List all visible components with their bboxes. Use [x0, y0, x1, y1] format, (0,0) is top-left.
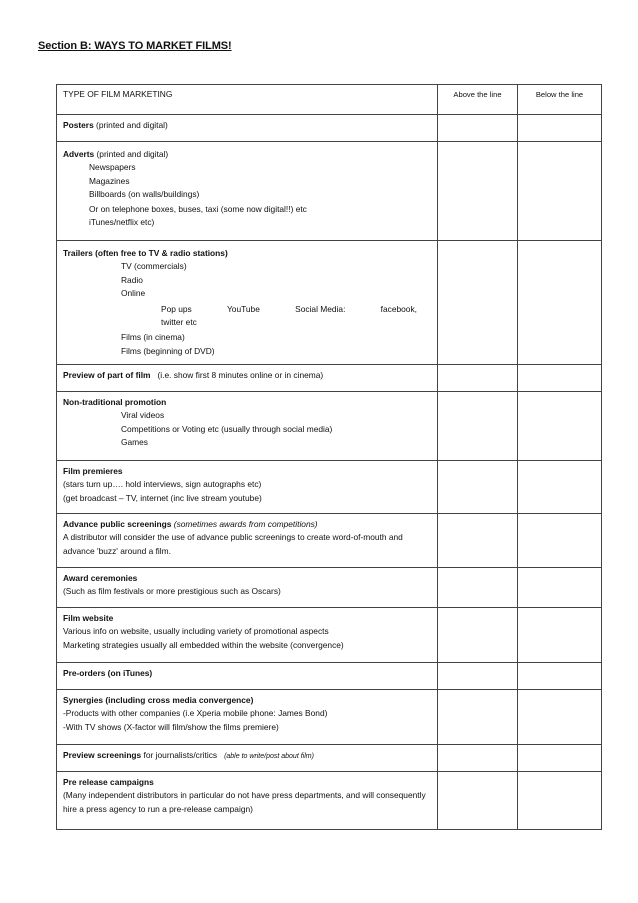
below-cell[interactable]: [518, 392, 602, 461]
list-item: Social Media:: [295, 303, 346, 314]
row-heading: Film premieres: [63, 466, 123, 476]
table-row: [57, 142, 602, 241]
above-cell[interactable]: [438, 514, 518, 568]
list-item: twitter etc: [161, 317, 197, 328]
above-cell[interactable]: [438, 772, 518, 830]
row-preview: [57, 365, 438, 392]
below-cell[interactable]: [518, 690, 602, 745]
row-heading: Preview screenings: [63, 750, 142, 760]
row-preorders: [57, 663, 438, 690]
list-item: iTunes/netflix etc): [89, 217, 155, 228]
row-preview-screenings: [57, 745, 438, 772]
row-adverts: [57, 142, 438, 241]
row-heading: Preview of part of film: [63, 370, 151, 380]
row-posters: [57, 115, 438, 142]
row-heading: Film website: [63, 613, 114, 623]
list-item: facebook,: [380, 303, 417, 314]
row-text: (stars turn up…. hold interviews, sign autographs etc): [63, 479, 262, 490]
below-cell[interactable]: [518, 241, 602, 365]
row-heading: Non-traditional promotion: [63, 397, 167, 407]
table-row: [57, 608, 602, 663]
row-nontraditional: [57, 392, 438, 461]
table-row: [57, 461, 602, 514]
row-synergies: [57, 690, 438, 745]
row-text: -With TV shows (X-factor will film/show the films premiere): [63, 721, 279, 732]
list-item: Films (in cinema): [121, 332, 185, 343]
above-cell[interactable]: [438, 115, 518, 142]
list-item: Radio: [121, 274, 143, 285]
table-row: [57, 241, 602, 365]
below-cell[interactable]: [518, 461, 602, 514]
list-item: Magazines: [89, 175, 130, 186]
row-heading: Advance public screenings: [63, 519, 172, 529]
row-prerelease: [57, 772, 438, 830]
below-cell[interactable]: [518, 365, 602, 392]
row-text: -Products with other companies (i.e Xperia mobile phone: James Bond): [63, 708, 328, 719]
row-heading: Posters: [63, 120, 94, 130]
table-row: [57, 392, 602, 461]
list-item: Or on telephone boxes, buses, taxi (some now digital!!) etc: [89, 203, 307, 214]
row-text: (Such as film festivals or more prestigious such as Oscars): [63, 586, 281, 597]
list-item: Billboards (on walls/buildings): [89, 189, 200, 200]
above-cell[interactable]: [438, 241, 518, 365]
list-item: TV (commercials): [121, 261, 187, 272]
row-heading: Pre-orders (on iTunes): [63, 668, 153, 678]
above-cell[interactable]: [438, 608, 518, 663]
row-advance-screenings: [57, 514, 438, 568]
list-item: Online: [121, 288, 146, 299]
row-premieres: [57, 461, 438, 514]
row-heading: Trailers (often free to TV & radio stations): [63, 248, 228, 258]
list-item: Pop ups: [161, 303, 192, 314]
section-title: Section B: WAYS TO MARKET FILMS!: [38, 40, 232, 52]
below-cell[interactable]: [518, 663, 602, 690]
row-heading: Award ceremonies: [63, 573, 138, 583]
below-cell[interactable]: [518, 745, 602, 772]
marketing-table: [56, 84, 602, 830]
row-note: (able to write/post about film): [224, 753, 314, 760]
below-cell[interactable]: [518, 142, 602, 241]
row-text: (get broadcast – TV, internet (inc live stream youtube): [63, 492, 262, 503]
row-text: (Many independent distributors in particular do not have press departments, and will consequently hire a press agency to run a pre-release campaign): [63, 790, 426, 814]
list-item: Games: [121, 437, 148, 448]
above-cell[interactable]: [438, 663, 518, 690]
below-cell[interactable]: [518, 514, 602, 568]
row-heading: Synergies (including cross media convergence): [63, 695, 254, 705]
list-item: Newspapers: [89, 162, 136, 173]
header-row: [57, 85, 602, 115]
row-text: Various info on website, usually including variety of promotional aspects: [63, 626, 329, 637]
row-trailers: [57, 241, 438, 365]
row-text: (printed and digital): [93, 120, 168, 130]
table-row: [57, 365, 602, 392]
list-item: Viral videos: [121, 410, 165, 421]
above-cell[interactable]: [438, 690, 518, 745]
table-row: [57, 663, 602, 690]
above-cell[interactable]: [438, 392, 518, 461]
list-item: Competitions or Voting etc (usually through social media): [121, 423, 333, 434]
row-text: A distributor will consider the use of advance public screenings to create word-of-mouth and advance 'buzz' around a film.: [63, 532, 403, 556]
row-award-ceremonies: [57, 568, 438, 608]
above-cell[interactable]: [438, 142, 518, 241]
table-row: [57, 690, 602, 745]
header-above: Above the line: [438, 85, 518, 115]
table-row: [57, 745, 602, 772]
header-below: Below the line: [518, 85, 602, 115]
row-text: Marketing strategies usually all embedded within the website (convergence): [63, 639, 344, 650]
row-heading: Pre release campaigns: [63, 777, 154, 787]
below-cell[interactable]: [518, 568, 602, 608]
list-item: YouTube: [226, 303, 260, 314]
row-note: (sometimes awards from competitions): [171, 519, 318, 529]
below-cell[interactable]: [518, 115, 602, 142]
table-row: [57, 514, 602, 568]
row-text: for journalists/critics: [141, 750, 218, 760]
below-cell[interactable]: [518, 772, 602, 830]
row-text: (printed and digital): [94, 149, 169, 159]
above-cell[interactable]: [438, 365, 518, 392]
row-heading: Adverts: [63, 149, 95, 159]
online-list: [63, 303, 431, 316]
table-row: [57, 115, 602, 142]
below-cell[interactable]: [518, 608, 602, 663]
table-row: [57, 568, 602, 608]
table-row: [57, 772, 602, 830]
list-item: Films (beginning of DVD): [121, 345, 215, 356]
above-cell[interactable]: [438, 461, 518, 514]
above-cell[interactable]: [438, 568, 518, 608]
header-type: TYPE OF FILM MARKETING: [57, 85, 438, 115]
above-cell[interactable]: [438, 745, 518, 772]
row-text: (i.e. show first 8 minutes online or in cinema): [157, 370, 324, 380]
row-film-website: [57, 608, 438, 663]
